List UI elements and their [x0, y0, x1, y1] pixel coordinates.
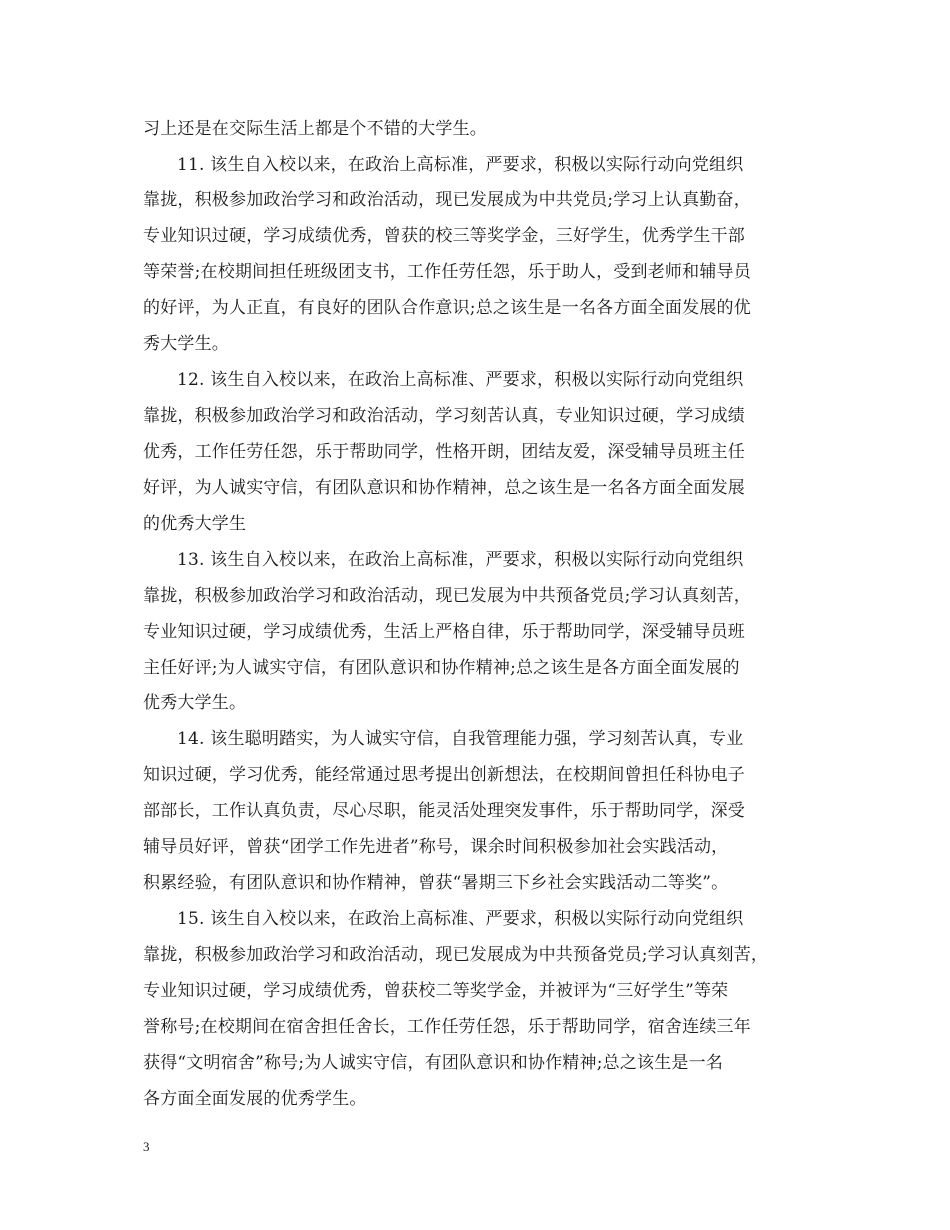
- paragraph-15-line: 15. 该生自入校以来，在政治上高标准、严要求，积极以实际行动向党组织: [177, 909, 744, 929]
- page-number: 3: [143, 1139, 150, 1154]
- text-line: 优秀，工作任劳任怨，乐于帮助同学，性格开朗，团结友爱，深受辅导员班主任: [143, 442, 745, 462]
- text-line: 获得“文明宿舍”称号;为人诚实守信，有团队意识和协作精神;总之该生是一名: [143, 1053, 724, 1073]
- text-line: 的优秀大学生: [143, 514, 247, 534]
- paragraph-13-line: 13. 该生自入校以来，在政治上高标准，严要求，积极以实际行动向党组织: [177, 550, 744, 570]
- text-line: 秀大学生。: [143, 334, 229, 354]
- paragraph-14-line: 14. 该生聪明踏实，为人诚实守信，自我管理能力强，学习刻苦认真，专业: [177, 729, 744, 749]
- text-line: 的好评，为人正直，有良好的团队合作意识;总之该生是一名各方面全面发展的优: [143, 298, 751, 318]
- text-line: 靠拢，积极参加政治学习和政治活动，现已发展为中共预备党员;学习认真刻苦，: [143, 586, 751, 606]
- text-line: 积累经验，有团队意识和协作精神，曾获“暑期三下乡社会实践活动二等奖”。: [143, 873, 729, 893]
- text-line: 靠拢，积极参加政治学习和政治活动，现已发展成为中共党员;学习上认真勤奋，: [143, 190, 751, 210]
- text-line: 好评，为人诚实守信，有团队意识和协作精神，总之该生是一名各方面全面发展: [143, 478, 745, 498]
- text-line: 辅导员好评，曾获“团学工作先进者”称号，课余时间积极参加社会实践活动，: [143, 837, 729, 857]
- text-line: 各方面全面发展的优秀学生。: [143, 1089, 367, 1109]
- text-line: 专业知识过硬，学习成绩优秀，生活上严格自律，乐于帮助同学，深受辅导员班: [143, 622, 745, 642]
- text-line: 靠拢，积极参加政治学习和政治活动，现已发展成为中共预备党员;学习认真刻苦，: [143, 945, 769, 965]
- text-line: 部部长，工作认真负责，尽心尽职，能灵活处理突发事件，乐于帮助同学，深受: [143, 801, 745, 821]
- text-line: 靠拢，积极参加政治学习和政治活动，学习刻苦认真，专业知识过硬，学习成绩: [143, 406, 745, 426]
- text-line: 优秀大学生。: [143, 693, 247, 713]
- text-line: 知识过硬，学习优秀，能经常通过思考提出创新想法，在校期间曾担任科协电子: [143, 765, 745, 785]
- paragraph-12-line: 12. 该生自入校以来，在政治上高标准、严要求，积极以实际行动向党组织: [177, 370, 744, 390]
- text-line: 专业知识过硬，学习成绩优秀，曾获的校三等奖学金，三好学生，优秀学生干部: [143, 226, 745, 246]
- text-line: 习上还是在交际生活上都是个不错的大学生。: [143, 119, 487, 139]
- text-line: 主任好评;为人诚实守信，有团队意识和协作精神;总之该生是各方面全面发展的: [143, 658, 740, 678]
- paragraph-11-line: 11. 该生自入校以来，在政治上高标准，严要求，积极以实际行动向党组织: [177, 155, 744, 175]
- text-line: 誉称号;在校期间在宿舍担任舍长，工作任劳任怨，乐于帮助同学，宿舍连续三年: [143, 1017, 751, 1037]
- text-line: 专业知识过硬，学习成绩优秀，曾获校二等奖学金，并被评为“三好学生”等荣: [143, 981, 729, 1001]
- text-line: 等荣誉;在校期间担任班级团支书，工作任劳任怨，乐于助人，受到老师和辅导员: [143, 262, 751, 282]
